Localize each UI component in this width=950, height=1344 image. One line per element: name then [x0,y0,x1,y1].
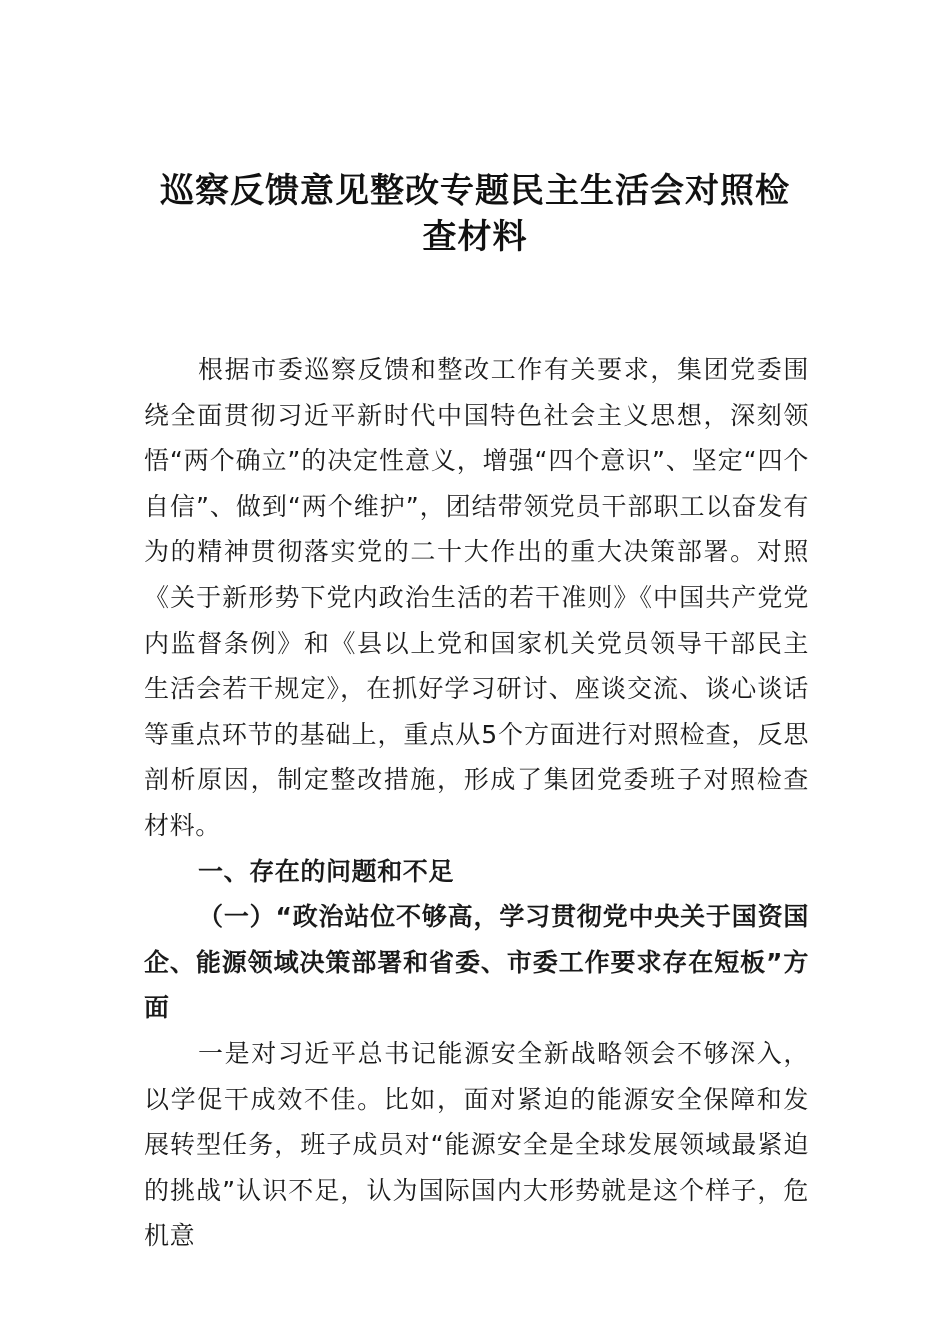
point-1-paragraph: 一是对习近平总书记能源安全新战略领会不够深入，以学促干成效不佳。比如，面对紧迫的能源安全保障和发展转型任务，班子成员对“能源安全是全球发展领域最紧迫的挑战”认识不足，认为国际国内大形势就是这个样子，危机意 [144,1038,809,1251]
document-title-line-2: 查材料 [422,217,528,257]
section-heading-1: 一、存在的问题和不足 [198,856,455,886]
intro-paragraph: 根据市委巡察反馈和整改工作有关要求，集团党委围绕全面贯彻习近平新时代中国特色社会主义思想，深刻领悟“两个确立”的决定性意义，增强“四个意识”、坚定“四个自信”、做到“两个维护”，团结带领党员干部职工以奋发有为的精神贯彻落实党的二十大作出的重大决策部署。对照《关于新形势下党内政治生活的若干准则》《中国共产党党内监督条例》和《县以上党和国家机关党员领导干部民主生活会若干规定》，在抓好学习研讨、座谈交流、谈心谈话等重点环节的基础上，重点从5个方面进行对照检查，反思剖析原因，制定整改措施，形成了集团党委班子对照检查材料。 [144,355,809,840]
document-body [144,347,809,1259]
subsection-heading-1: （一）“政治站位不够高，学习贯彻党中央关于国资国企、能源领域决策部署和省委、市委工作要求存在短板”方面 [144,902,809,1023]
document-title-line-1: 巡察反馈意见整改专题民主生活会对照检 [160,171,790,211]
